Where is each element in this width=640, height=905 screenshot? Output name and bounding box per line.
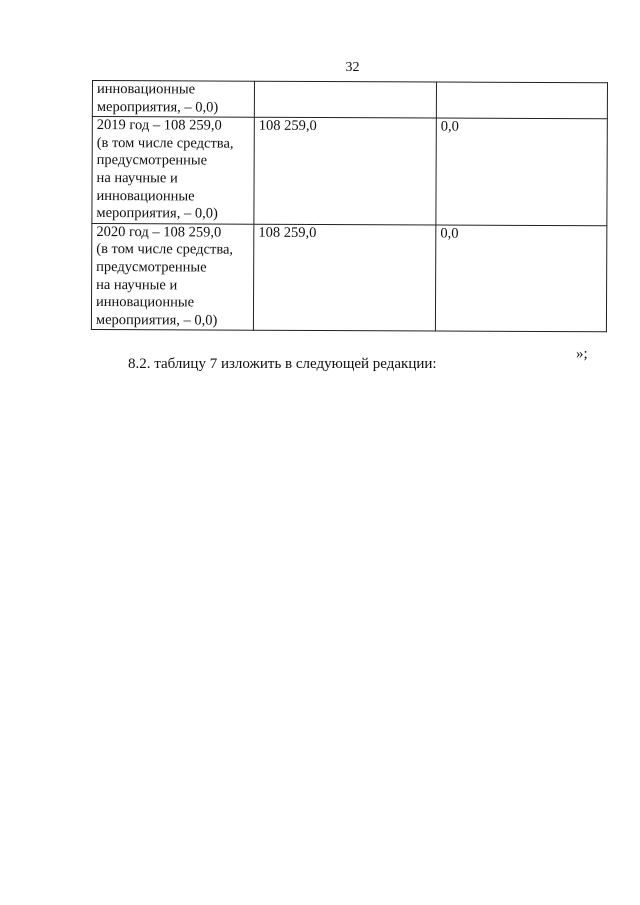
table-cell-total: 108 259,0 [254,117,436,224]
cell-text-line: предусмотренные [96,152,208,169]
cell-text-line: мероприятия, – 0,0) [96,98,219,116]
budget-table [91,80,608,333]
cell-text-line: 2020 год – 108 259,0 [96,223,222,241]
cell-text-line: предусмотренные [96,258,207,276]
table-cell-total [254,81,436,118]
table-row [91,223,606,332]
cell-text-line: 2019 год – 108 259,0 [96,117,222,134]
cell-text-line: мероприятия, – 0,0) [96,205,218,222]
table-row [92,81,607,119]
cell-text-line: инновационные [96,187,195,205]
table-cell-extra: 0,0 [435,225,606,332]
table-cell-extra [436,82,607,119]
closing-quote: »; [576,346,588,362]
table-cell-extra: 0,0 [436,118,607,225]
cell-text-line: мероприятия, – 0,0) [95,311,218,329]
table-cell-description [91,223,253,330]
table-cell-description [92,81,254,118]
cell-text-line: инновационные [96,81,196,98]
table-row [92,117,607,226]
cell-text-line: на научные и [96,169,178,187]
page-number: 32 [345,60,360,75]
table-cell-total: 108 259,0 [253,224,435,331]
amendment-text: 8.2. таблицу 7 изложить в следующей редакции: [128,356,437,372]
cell-text-line: инновационные [95,294,195,311]
cell-text-line: на научные и [96,276,178,293]
table-cell-description [92,117,254,224]
cell-text-line: (в том числе средства, [96,134,234,152]
cell-text-line: (в том числе средства, [96,241,234,258]
